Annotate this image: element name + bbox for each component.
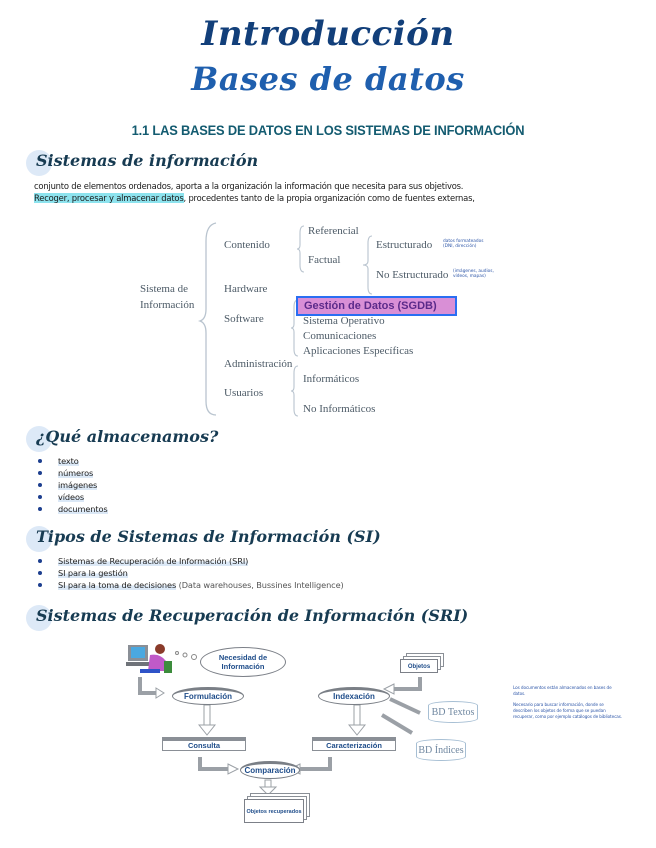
indexacion-node: Indexación [318, 687, 390, 705]
no-estructurado-note [453, 269, 494, 279]
list-item [38, 491, 108, 503]
tree-node-informaticos: Informáticos [303, 373, 360, 385]
list-item-text: documentos [58, 504, 108, 514]
caracterizacion-node: Caracterización [312, 737, 396, 751]
bd-textos-cylinder: BD Textos [428, 701, 478, 723]
estructurado-note [443, 239, 484, 249]
heading-label: Sistemas de información [36, 151, 259, 170]
definition-line-2 [34, 193, 475, 203]
stored-data-list [38, 455, 108, 515]
information-need-cloud [200, 647, 286, 677]
heading-que-almacenamos [26, 426, 219, 452]
bd-indices-cylinder: BD Índices [416, 739, 466, 761]
list-item [38, 479, 108, 491]
list-item [38, 579, 344, 591]
si-types-list [38, 555, 344, 591]
definition-line-1: conjunto de elementos ordenados, aporta a la organización la información que necesita para sus objetivos. [34, 181, 464, 191]
tree-node-estructurado: Estructurado [376, 239, 433, 251]
heading-sistemas-informacion [26, 150, 259, 176]
comparacion-node: Comparación [240, 761, 300, 779]
list-item-text: texto [58, 456, 79, 466]
brace-icon [362, 235, 374, 295]
heading-tipos-si [26, 526, 381, 552]
list-item [38, 455, 108, 467]
heading-label: ¿Qué almacenamos? [36, 427, 219, 446]
consulta-node: Consulta [162, 737, 246, 751]
heading-label: Sistemas de Recuperación de Información (SRI) [36, 606, 469, 625]
list-item-text: Sistemas de Recuperación de Información (SRI) [58, 556, 249, 566]
tree-node-no-informaticos: No Informáticos [303, 403, 376, 415]
tree-root-line1: Sistema de [140, 283, 188, 295]
list-item-text: SI para la gestión [58, 568, 128, 578]
heading-label: Tipos de Sistemas de Información (SI) [36, 527, 381, 546]
user-computer-icon [126, 644, 172, 673]
flow-arrows [0, 635, 656, 835]
list-item-text: vídeos [58, 492, 85, 502]
page-subtitle: Bases de datos [191, 60, 465, 98]
definition-line-2-rest: , procedentes tanto de la propia organización como de fuentes externas, [183, 193, 475, 203]
objetos-recuperados-node: Objetos recuperados [244, 799, 304, 823]
note-line: vídeos, mapas) [453, 274, 486, 279]
page-title: Introducción [201, 14, 455, 54]
tree-node-usuarios: Usuarios [224, 387, 264, 399]
tree-node-factual: Factual [308, 254, 341, 266]
tree-node-administracion: Administración [224, 358, 293, 370]
highlighted-text: Recoger, procesar y almacenar datos [34, 193, 184, 203]
list-item [38, 467, 108, 479]
list-item-extra: (Data warehouses, Bussines Intelligence) [176, 580, 344, 590]
tree-node-sistema-operativo: Sistema Operativo [303, 315, 385, 327]
tree-node-no-estructurado: No Estructurado [376, 269, 449, 281]
cloud-line: Información [221, 662, 265, 671]
information-system-tree [0, 215, 656, 420]
brace-icon [296, 225, 306, 273]
list-item-text: números [58, 468, 94, 478]
highlighted-sgdb-box: Gestión de Datos (SGDB) [296, 296, 457, 316]
note-paragraph: Los documentos están almacenados en bases de datos. [513, 685, 612, 696]
note-line: datos formateados [443, 239, 484, 244]
list-item [38, 567, 344, 579]
tree-node-comunicaciones: Comunicaciones [303, 330, 377, 342]
list-item [38, 503, 108, 515]
note-line: (DNI, dirección) [443, 244, 477, 249]
objetos-node: Objetos [400, 659, 438, 673]
tree-node-referencial: Referencial [308, 225, 359, 237]
note-paragraph: Necesario para buscar información, donde se describen los objetos de forma que se puedan recuperar, como por ejemplo catálogos de bibliotecas. [513, 702, 623, 719]
sri-flow-diagram [0, 635, 656, 835]
list-item [38, 555, 344, 567]
note-line: (imágenes, audios, [453, 269, 494, 274]
tree-node-contenido: Contenido [224, 239, 270, 251]
formulacion-node: Formulación [172, 687, 244, 705]
heading-sri [26, 605, 469, 631]
tree-node-aplicaciones: Aplicaciones Específicas [303, 345, 414, 357]
brace-icon [290, 365, 300, 417]
brace-icon [198, 221, 218, 417]
cloud-line: Necesidad de [218, 653, 268, 662]
list-item-text: SI para la toma de decisiones [58, 580, 177, 590]
list-item-text: imágenes [58, 480, 98, 490]
tree-node-hardware: Hardware [224, 283, 268, 295]
tree-node-software: Software [224, 313, 264, 325]
section-title: 1.1 LAS BASES DE DATOS EN LOS SISTEMAS DE INFORMACIÓN [131, 122, 525, 138]
sri-side-note [513, 685, 623, 725]
tree-root-line2: Información [140, 299, 195, 311]
